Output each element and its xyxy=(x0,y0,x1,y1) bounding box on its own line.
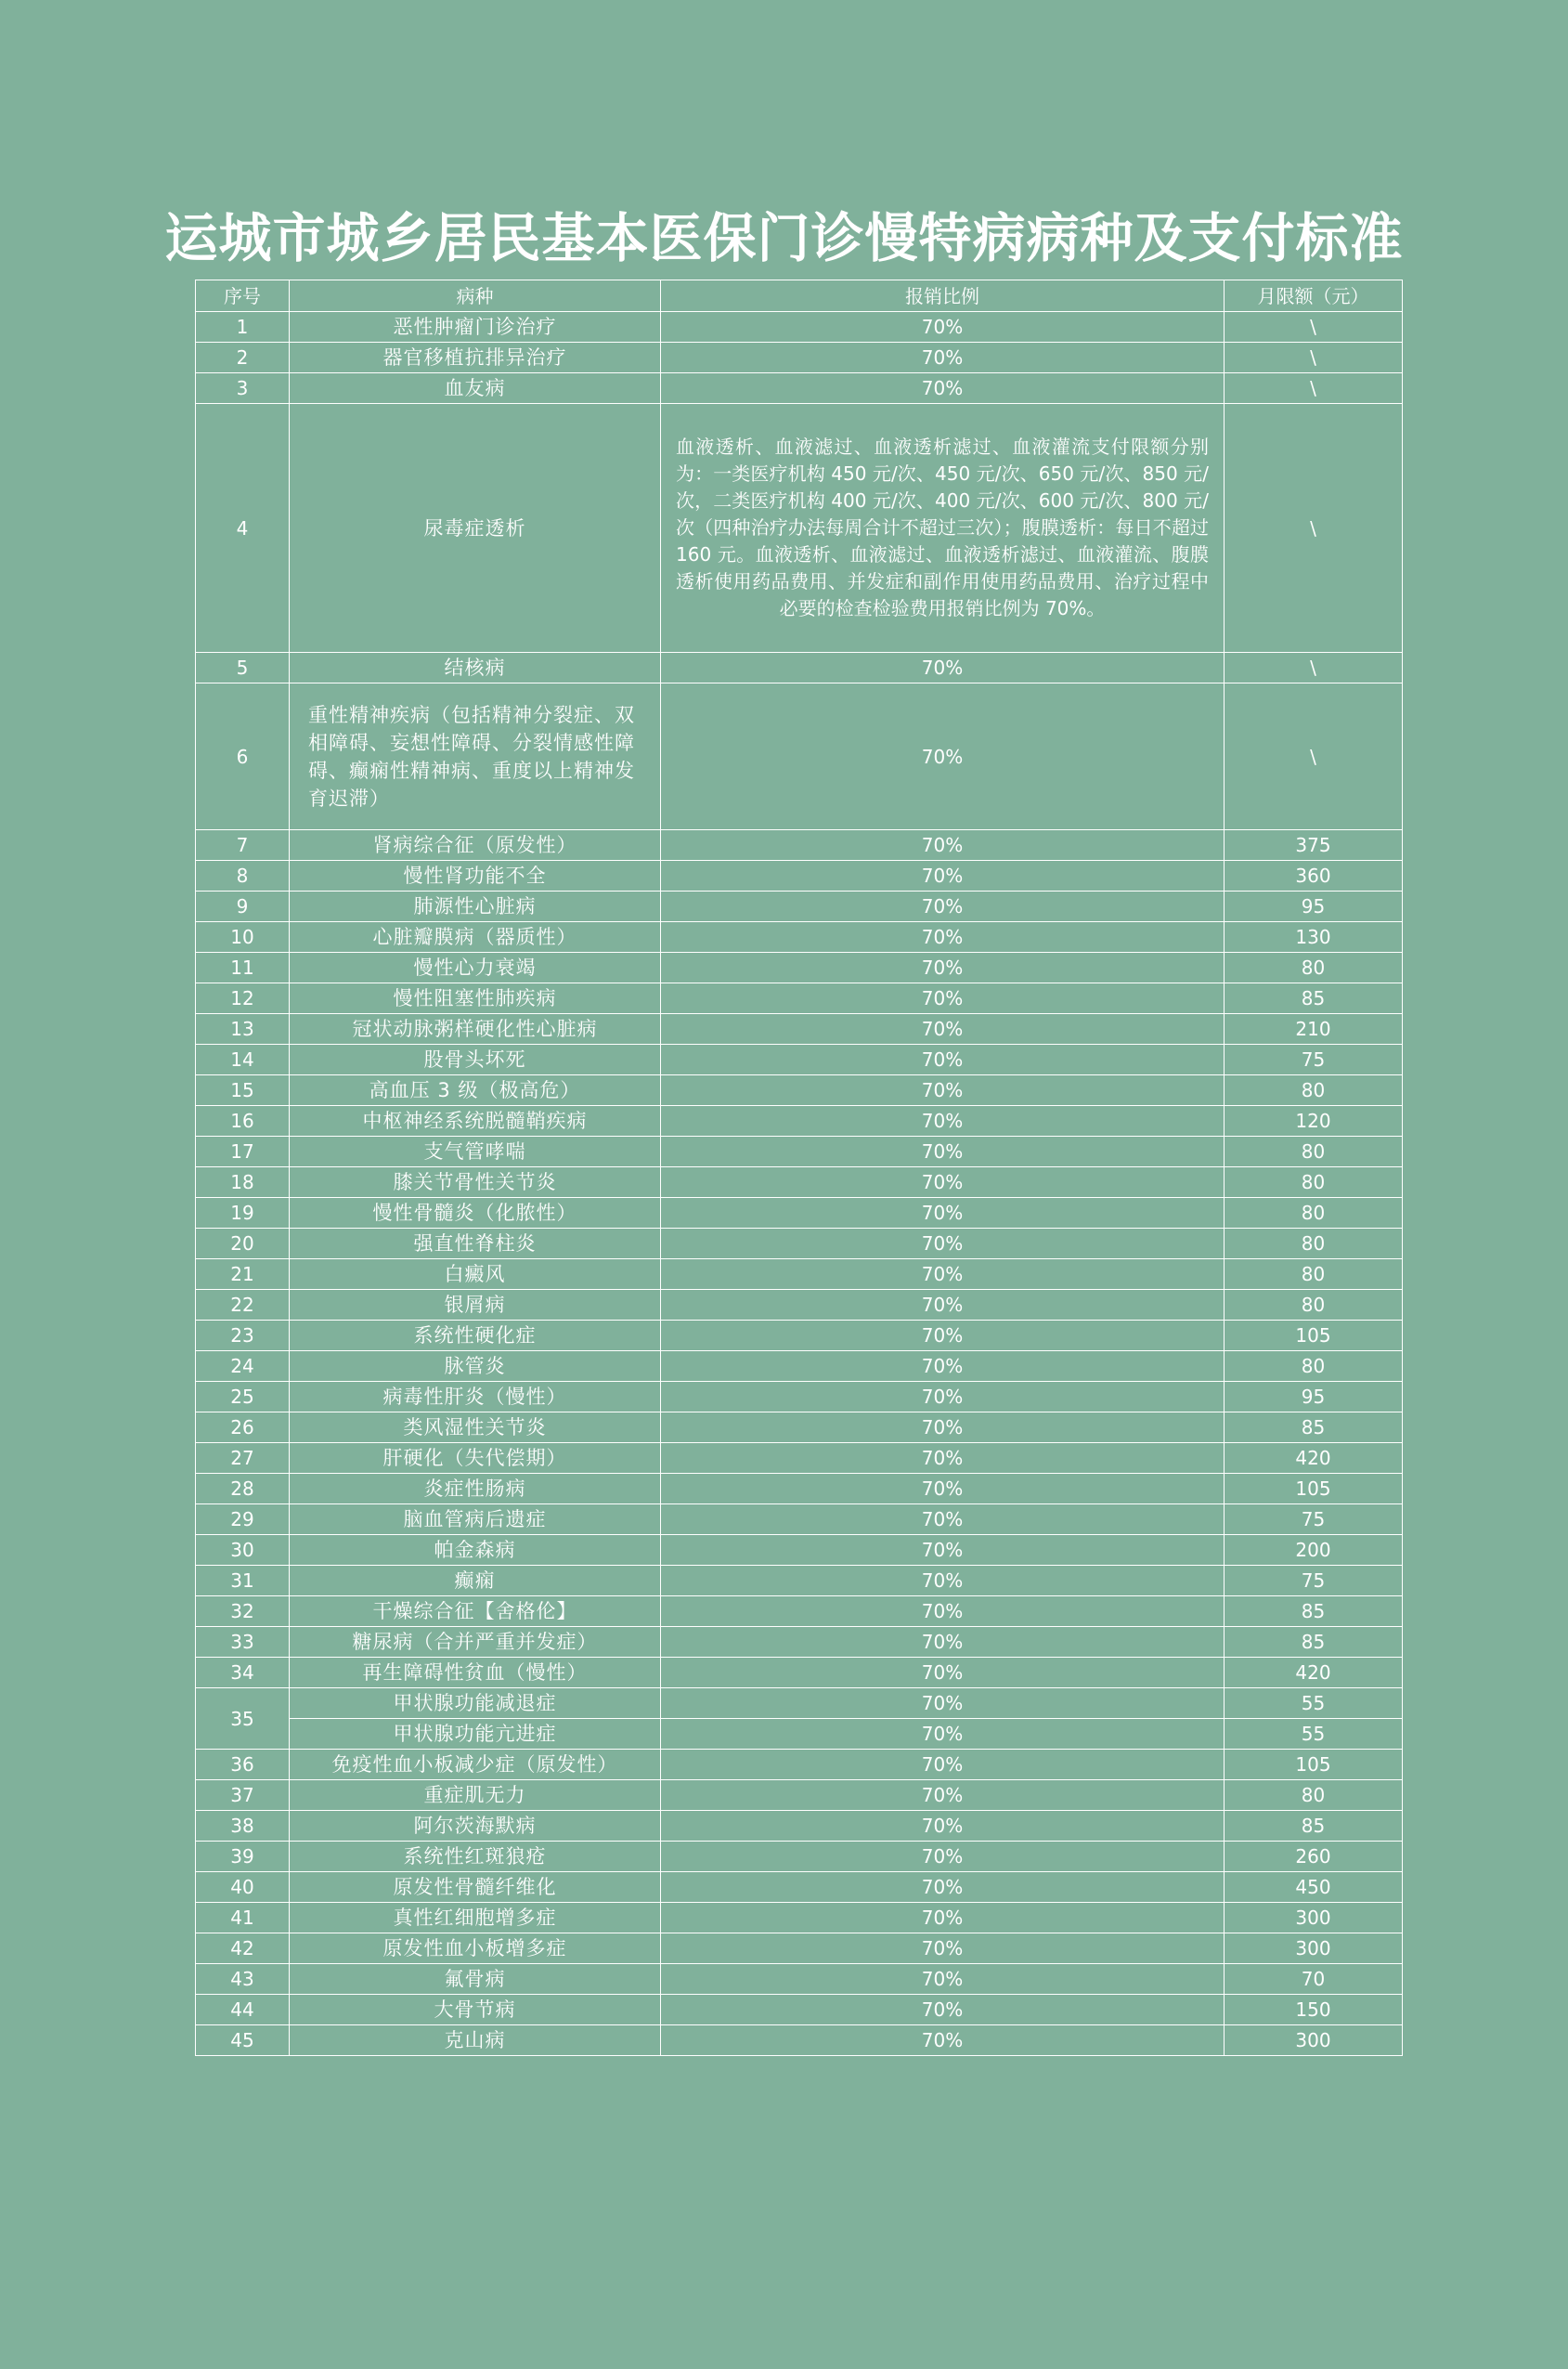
row-serial: 10 xyxy=(196,922,290,953)
row-monthly-limit: 105 xyxy=(1225,1750,1403,1780)
row-serial: 28 xyxy=(196,1474,290,1504)
row-serial: 6 xyxy=(196,683,290,830)
row-monthly-limit: 95 xyxy=(1225,892,1403,922)
row-disease: 帕金森病 xyxy=(290,1535,661,1566)
row-serial: 12 xyxy=(196,983,290,1014)
row-monthly-limit: 210 xyxy=(1225,1014,1403,1045)
row-disease: 血友病 xyxy=(290,373,661,404)
row-serial: 8 xyxy=(196,861,290,892)
table-row xyxy=(196,1137,1403,1167)
row-disease: 慢性肾功能不全 xyxy=(290,861,661,892)
row-disease: 恶性肿瘤门诊治疗 xyxy=(290,312,661,343)
row-monthly-limit: 300 xyxy=(1225,1903,1403,1933)
row-serial: 45 xyxy=(196,2025,290,2056)
row-serial: 7 xyxy=(196,830,290,861)
row-disease: 尿毒症透析 xyxy=(290,404,661,653)
row-serial: 25 xyxy=(196,1382,290,1412)
row-reimbursement-ratio: 70% xyxy=(661,312,1225,343)
row-serial: 41 xyxy=(196,1903,290,1933)
row-disease: 甲状腺功能减退症 xyxy=(290,1688,661,1719)
row-reimbursement-ratio: 70% xyxy=(661,1229,1225,1259)
row-monthly-limit: 75 xyxy=(1225,1045,1403,1075)
row-disease: 大骨节病 xyxy=(290,1995,661,2025)
table-row xyxy=(196,1872,1403,1903)
header-reimbursement-ratio: 报销比例 xyxy=(661,280,1225,312)
disease-payment-table xyxy=(195,280,1403,2056)
table-row xyxy=(196,953,1403,983)
row-monthly-limit: 85 xyxy=(1225,1811,1403,1842)
table-row xyxy=(196,653,1403,683)
table-row xyxy=(196,1933,1403,1964)
row-reimbursement-ratio: 70% xyxy=(661,1964,1225,1995)
row-serial: 31 xyxy=(196,1566,290,1596)
row-serial: 43 xyxy=(196,1964,290,1995)
row-monthly-limit: 85 xyxy=(1225,1596,1403,1627)
row-disease: 原发性血小板增多症 xyxy=(290,1933,661,1964)
row-disease: 氟骨病 xyxy=(290,1964,661,1995)
row-serial: 27 xyxy=(196,1443,290,1474)
row-reimbursement-ratio: 70% xyxy=(661,1566,1225,1596)
row-serial: 44 xyxy=(196,1995,290,2025)
row-monthly-limit: 260 xyxy=(1225,1842,1403,1872)
row-reimbursement-ratio: 70% xyxy=(661,653,1225,683)
row-disease: 冠状动脉粥样硬化性心脏病 xyxy=(290,1014,661,1045)
row-disease: 强直性脊柱炎 xyxy=(290,1229,661,1259)
row-reimbursement-ratio: 70% xyxy=(661,1106,1225,1137)
row-monthly-limit: \ xyxy=(1225,653,1403,683)
row-disease: 慢性心力衰竭 xyxy=(290,953,661,983)
row-disease: 糖尿病（合并严重并发症） xyxy=(290,1627,661,1658)
row-serial: 17 xyxy=(196,1137,290,1167)
table-row xyxy=(196,1627,1403,1658)
row-serial: 1 xyxy=(196,312,290,343)
row-disease: 炎症性肠病 xyxy=(290,1474,661,1504)
row-disease: 肝硬化（失代偿期） xyxy=(290,1443,661,1474)
row-reimbursement-ratio: 70% xyxy=(661,1811,1225,1842)
row-disease: 器官移植抗排异治疗 xyxy=(290,343,661,373)
row-reimbursement-ratio: 70% xyxy=(661,1137,1225,1167)
row-monthly-limit: 105 xyxy=(1225,1321,1403,1351)
row-disease: 类风湿性关节炎 xyxy=(290,1412,661,1443)
row-reimbursement-ratio: 70% xyxy=(661,1075,1225,1106)
row-disease: 结核病 xyxy=(290,653,661,683)
table-row xyxy=(196,404,1403,653)
header-monthly-limit: 月限额（元） xyxy=(1225,280,1403,312)
row-disease: 系统性红斑狼疮 xyxy=(290,1842,661,1872)
row-disease: 股骨头坏死 xyxy=(290,1045,661,1075)
row-monthly-limit: 85 xyxy=(1225,1627,1403,1658)
page-title: 运城市城乡居民基本医保门诊慢特病病种及支付标准 xyxy=(164,208,1404,269)
row-reimbursement-ratio: 70% xyxy=(661,1688,1225,1719)
row-disease: 原发性骨髓纤维化 xyxy=(290,1872,661,1903)
row-reimbursement-ratio: 70% xyxy=(661,1596,1225,1627)
table-row xyxy=(196,983,1403,1014)
row-monthly-limit: 300 xyxy=(1225,1933,1403,1964)
row-serial: 15 xyxy=(196,1075,290,1106)
row-disease: 支气管哮喘 xyxy=(290,1137,661,1167)
row-serial: 21 xyxy=(196,1259,290,1290)
row-monthly-limit: 55 xyxy=(1225,1688,1403,1719)
row-reimbursement-ratio: 70% xyxy=(661,922,1225,953)
row-disease: 癫痫 xyxy=(290,1566,661,1596)
row-reimbursement-ratio: 血液透析、血液滤过、血液透析滤过、血液灌流支付限额分别为：一类医疗机构 450 元/次、450 元/次、650 元/次、850 元/次，二类医疗机构 400 元/次、400 元/次、600 元/次、800 元/次（四种治疗办法每周合计不超过三次）；腹膜透析：每日不超过 160 元。血液透析、血液滤过、血液透析滤过、血液灌流、腹膜透析使用药品费用、并发症和副作用使用药品费用、治疗过程中必要的检查检验费用报销比例为 70%。 xyxy=(661,404,1225,653)
row-serial: 23 xyxy=(196,1321,290,1351)
row-reimbursement-ratio: 70% xyxy=(661,861,1225,892)
row-disease: 心脏瓣膜病（器质性） xyxy=(290,922,661,953)
table-header-row xyxy=(196,280,1403,312)
row-disease: 免疫性血小板减少症（原发性） xyxy=(290,1750,661,1780)
table-row xyxy=(196,1321,1403,1351)
row-monthly-limit: 420 xyxy=(1225,1443,1403,1474)
row-disease: 慢性阻塞性肺疾病 xyxy=(290,983,661,1014)
table-row xyxy=(196,861,1403,892)
row-serial: 39 xyxy=(196,1842,290,1872)
row-reimbursement-ratio: 70% xyxy=(661,1443,1225,1474)
table-row xyxy=(196,1167,1403,1198)
table-row xyxy=(196,1964,1403,1995)
row-reimbursement-ratio: 70% xyxy=(661,1995,1225,2025)
row-monthly-limit: 80 xyxy=(1225,1780,1403,1811)
row-disease: 干燥综合征【舍格伦】 xyxy=(290,1596,661,1627)
table-row xyxy=(196,1474,1403,1504)
row-serial: 33 xyxy=(196,1627,290,1658)
row-monthly-limit: \ xyxy=(1225,312,1403,343)
row-serial: 37 xyxy=(196,1780,290,1811)
row-reimbursement-ratio: 70% xyxy=(661,1504,1225,1535)
row-reimbursement-ratio: 70% xyxy=(661,983,1225,1014)
row-serial: 14 xyxy=(196,1045,290,1075)
row-serial: 20 xyxy=(196,1229,290,1259)
row-reimbursement-ratio: 70% xyxy=(661,683,1225,830)
row-disease: 甲状腺功能亢进症 xyxy=(290,1719,661,1750)
row-monthly-limit: 80 xyxy=(1225,1351,1403,1382)
row-monthly-limit: 450 xyxy=(1225,1872,1403,1903)
header-serial: 序号 xyxy=(196,280,290,312)
row-monthly-limit: 420 xyxy=(1225,1658,1403,1688)
row-disease: 重症肌无力 xyxy=(290,1780,661,1811)
row-reimbursement-ratio: 70% xyxy=(661,1780,1225,1811)
table-row xyxy=(196,1045,1403,1075)
row-disease: 系统性硬化症 xyxy=(290,1321,661,1351)
row-monthly-limit: 85 xyxy=(1225,1412,1403,1443)
table-row xyxy=(196,1351,1403,1382)
row-reimbursement-ratio: 70% xyxy=(661,1535,1225,1566)
table-row xyxy=(196,373,1403,404)
table-row xyxy=(196,1750,1403,1780)
row-reimbursement-ratio: 70% xyxy=(661,373,1225,404)
row-reimbursement-ratio: 70% xyxy=(661,1198,1225,1229)
table-row xyxy=(196,830,1403,861)
row-monthly-limit: \ xyxy=(1225,373,1403,404)
table-row xyxy=(196,1811,1403,1842)
row-disease: 真性红细胞增多症 xyxy=(290,1903,661,1933)
row-monthly-limit: \ xyxy=(1225,683,1403,830)
row-disease: 脉管炎 xyxy=(290,1351,661,1382)
row-disease: 膝关节骨性关节炎 xyxy=(290,1167,661,1198)
row-serial: 40 xyxy=(196,1872,290,1903)
row-monthly-limit: 80 xyxy=(1225,953,1403,983)
row-disease: 克山病 xyxy=(290,2025,661,2056)
row-monthly-limit: 80 xyxy=(1225,1137,1403,1167)
row-monthly-limit: 80 xyxy=(1225,1229,1403,1259)
row-reimbursement-ratio: 70% xyxy=(661,1382,1225,1412)
row-reimbursement-ratio: 70% xyxy=(661,1750,1225,1780)
row-disease: 重性精神疾病（包括精神分裂症、双相障碍、妄想性障碍、分裂情感性障碍、癫痫性精神病、重度以上精神发育迟滞） xyxy=(290,683,661,830)
table-row xyxy=(196,1382,1403,1412)
table-row xyxy=(196,1688,1403,1719)
row-reimbursement-ratio: 70% xyxy=(661,892,1225,922)
row-monthly-limit: 200 xyxy=(1225,1535,1403,1566)
row-serial: 32 xyxy=(196,1596,290,1627)
row-monthly-limit: 375 xyxy=(1225,830,1403,861)
row-reimbursement-ratio: 70% xyxy=(661,1842,1225,1872)
row-reimbursement-ratio: 70% xyxy=(661,1474,1225,1504)
row-serial: 30 xyxy=(196,1535,290,1566)
row-disease: 白癜风 xyxy=(290,1259,661,1290)
row-serial: 13 xyxy=(196,1014,290,1045)
row-serial: 4 xyxy=(196,404,290,653)
table-row xyxy=(196,1075,1403,1106)
row-serial: 19 xyxy=(196,1198,290,1229)
row-serial: 36 xyxy=(196,1750,290,1780)
row-reimbursement-ratio: 70% xyxy=(661,1903,1225,1933)
row-reimbursement-ratio: 70% xyxy=(661,1045,1225,1075)
row-serial: 11 xyxy=(196,953,290,983)
row-reimbursement-ratio: 70% xyxy=(661,2025,1225,2056)
table-row xyxy=(196,343,1403,373)
row-disease: 高血压 3 级（极高危） xyxy=(290,1075,661,1106)
row-monthly-limit: 70 xyxy=(1225,1964,1403,1995)
row-reimbursement-ratio: 70% xyxy=(661,1719,1225,1750)
row-monthly-limit: 130 xyxy=(1225,922,1403,953)
table-row xyxy=(196,922,1403,953)
row-monthly-limit: 120 xyxy=(1225,1106,1403,1137)
row-reimbursement-ratio: 70% xyxy=(661,1321,1225,1351)
table-row xyxy=(196,1443,1403,1474)
row-serial: 34 xyxy=(196,1658,290,1688)
row-monthly-limit: 80 xyxy=(1225,1290,1403,1321)
table-row xyxy=(196,1719,1403,1750)
table-row xyxy=(196,1198,1403,1229)
row-disease: 肾病综合征（原发性） xyxy=(290,830,661,861)
table-row xyxy=(196,1229,1403,1259)
row-reimbursement-ratio: 70% xyxy=(661,343,1225,373)
table-row xyxy=(196,2025,1403,2056)
row-serial: 3 xyxy=(196,373,290,404)
table-row xyxy=(196,1412,1403,1443)
row-disease: 病毒性肝炎（慢性） xyxy=(290,1382,661,1412)
row-disease: 再生障碍性贫血（慢性） xyxy=(290,1658,661,1688)
table-row xyxy=(196,1903,1403,1933)
row-reimbursement-ratio: 70% xyxy=(661,1872,1225,1903)
table-row xyxy=(196,1566,1403,1596)
row-reimbursement-ratio: 70% xyxy=(661,1167,1225,1198)
row-serial: 5 xyxy=(196,653,290,683)
row-monthly-limit: 95 xyxy=(1225,1382,1403,1412)
row-monthly-limit: 105 xyxy=(1225,1474,1403,1504)
row-reimbursement-ratio: 70% xyxy=(661,1259,1225,1290)
row-monthly-limit: \ xyxy=(1225,343,1403,373)
row-reimbursement-ratio: 70% xyxy=(661,1933,1225,1964)
row-monthly-limit: 85 xyxy=(1225,983,1403,1014)
row-reimbursement-ratio: 70% xyxy=(661,1014,1225,1045)
row-monthly-limit: 55 xyxy=(1225,1719,1403,1750)
row-disease: 阿尔茨海默病 xyxy=(290,1811,661,1842)
table-row xyxy=(196,1259,1403,1290)
table-row xyxy=(196,1504,1403,1535)
table-row xyxy=(196,1596,1403,1627)
table-row xyxy=(196,1995,1403,2025)
row-serial: 29 xyxy=(196,1504,290,1535)
table-row xyxy=(196,1842,1403,1872)
row-serial: 35 xyxy=(196,1688,290,1750)
row-disease: 银屑病 xyxy=(290,1290,661,1321)
row-serial: 24 xyxy=(196,1351,290,1382)
row-monthly-limit: 75 xyxy=(1225,1504,1403,1535)
table-row xyxy=(196,1014,1403,1045)
row-serial: 2 xyxy=(196,343,290,373)
row-monthly-limit: 80 xyxy=(1225,1075,1403,1106)
table-row xyxy=(196,683,1403,830)
row-reimbursement-ratio: 70% xyxy=(661,830,1225,861)
row-reimbursement-ratio: 70% xyxy=(661,1412,1225,1443)
row-disease: 脑血管病后遗症 xyxy=(290,1504,661,1535)
row-reimbursement-ratio: 70% xyxy=(661,1658,1225,1688)
row-monthly-limit: 80 xyxy=(1225,1167,1403,1198)
row-monthly-limit: 75 xyxy=(1225,1566,1403,1596)
row-serial: 9 xyxy=(196,892,290,922)
row-monthly-limit: 360 xyxy=(1225,861,1403,892)
row-reimbursement-ratio: 70% xyxy=(661,1290,1225,1321)
table-row xyxy=(196,1780,1403,1811)
row-monthly-limit: 80 xyxy=(1225,1198,1403,1229)
table-row xyxy=(196,1290,1403,1321)
row-serial: 16 xyxy=(196,1106,290,1137)
table-row xyxy=(196,312,1403,343)
row-serial: 38 xyxy=(196,1811,290,1842)
row-disease: 慢性骨髓炎（化脓性） xyxy=(290,1198,661,1229)
table-row xyxy=(196,1106,1403,1137)
row-reimbursement-ratio: 70% xyxy=(661,953,1225,983)
row-serial: 42 xyxy=(196,1933,290,1964)
row-serial: 22 xyxy=(196,1290,290,1321)
row-monthly-limit: 300 xyxy=(1225,2025,1403,2056)
row-disease: 肺源性心脏病 xyxy=(290,892,661,922)
row-serial: 26 xyxy=(196,1412,290,1443)
row-serial: 18 xyxy=(196,1167,290,1198)
row-monthly-limit: \ xyxy=(1225,404,1403,653)
row-reimbursement-ratio: 70% xyxy=(661,1627,1225,1658)
row-disease: 中枢神经系统脱髓鞘疾病 xyxy=(290,1106,661,1137)
table-row xyxy=(196,892,1403,922)
row-monthly-limit: 150 xyxy=(1225,1995,1403,2025)
row-reimbursement-ratio: 70% xyxy=(661,1351,1225,1382)
table-row xyxy=(196,1535,1403,1566)
header-disease: 病种 xyxy=(290,280,661,312)
table-row xyxy=(196,1658,1403,1688)
row-monthly-limit: 80 xyxy=(1225,1259,1403,1290)
